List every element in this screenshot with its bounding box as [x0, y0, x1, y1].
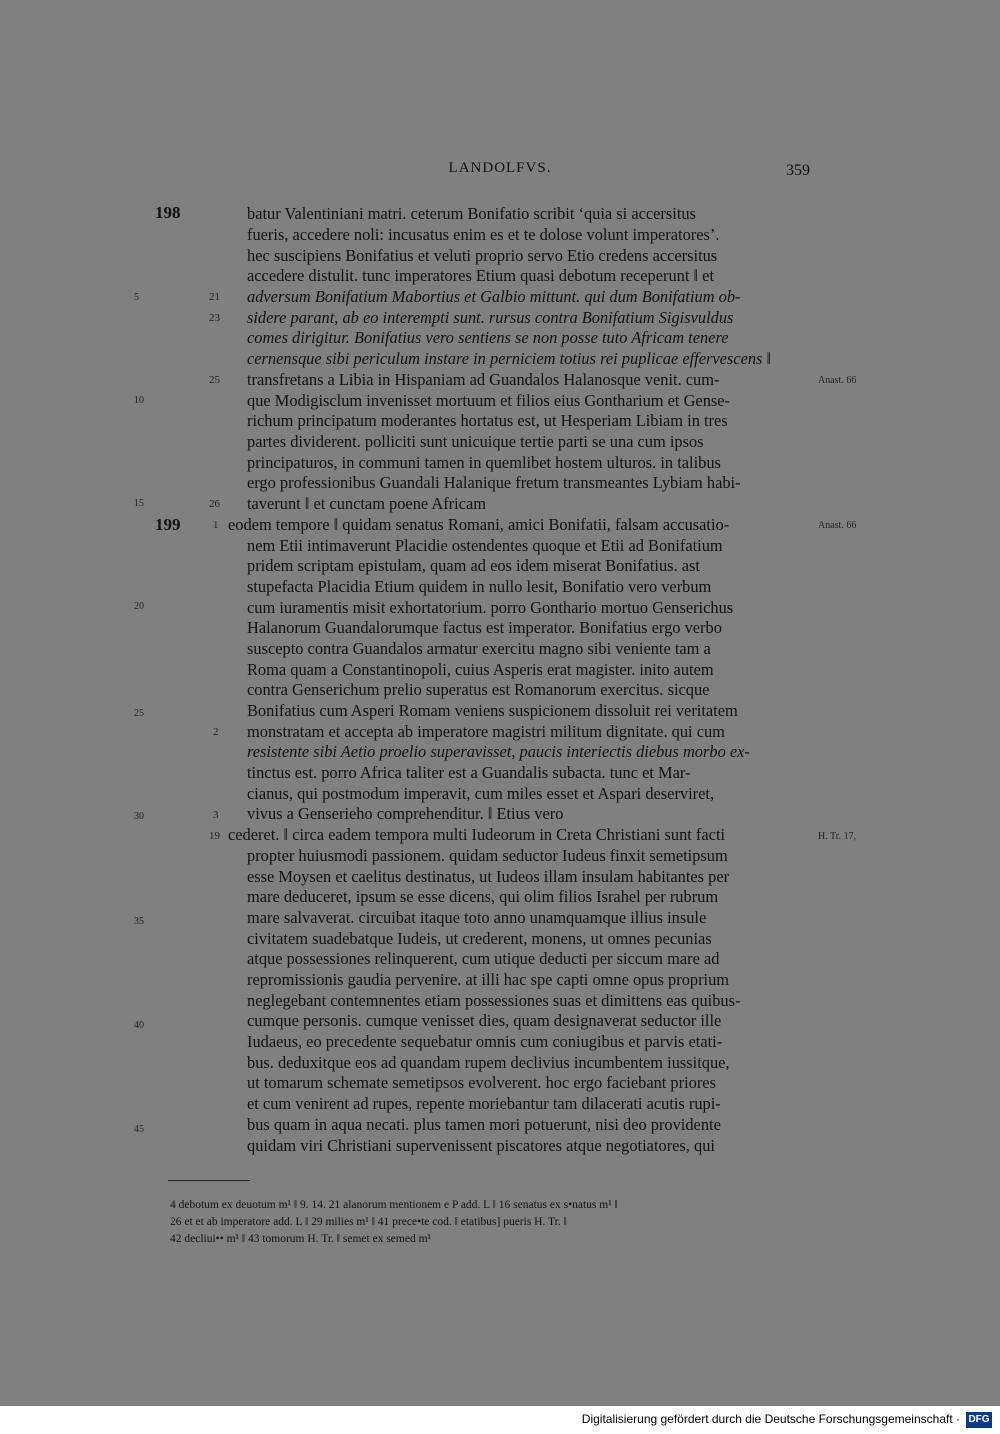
text-line: Iudaeus, eo precedente sequebatur omnis cum coniugibus et parvis etati-: [247, 1032, 723, 1051]
text-line: cum iuramentis misit exhortatorium. porro Gonthario mortuo Genserichus: [247, 598, 734, 617]
line-number: 5: [134, 292, 139, 303]
text-line: neglegebant contemnentes etiam possessiones suas et dimittens eas quibus-: [247, 991, 741, 1010]
text-line: hec suscipiens Bonifatius et veluti proprio servo Etio credens accersitus: [247, 246, 718, 265]
footnote-rule: [168, 1180, 250, 1181]
text-line: comes dirigitur. Bonifatius vero sentiens se non posse tuto Africam tenere: [247, 328, 729, 347]
margin-reference: Anast. 66: [818, 375, 857, 386]
text-line: nem Etii intimaverunt Placidie ostendentes quoque et Etii ad Bonifatium: [247, 536, 723, 555]
text-line: ergo professionibus Guandali Halanique fretum transmeantes Lybiam habi-: [247, 473, 741, 492]
text-line: batur Valentiniani matri. ceterum Bonifatio scribit ‘quia si accersitus: [247, 204, 696, 223]
text-line: suscepto contra Guandalos armatur exercitu magno sibi veniente tam a: [247, 639, 711, 658]
text-line: cederet. ‖ circa eadem tempora multi Iudeorum in Creta Christiani sunt facti: [228, 825, 726, 844]
text-line: Roma quam a Constantinopoli, cuius Asperis erat magister. inito autem: [247, 660, 714, 679]
text-line: transfretans a Libia in Hispaniam ad Guandalos Halanosque venit. cum-: [247, 370, 720, 389]
source-marker: 21: [209, 291, 220, 303]
text-line: et cum venirent ad rupes, repente moriebantur tam dilacerati acutis rupi-: [247, 1094, 721, 1113]
text-line: sidere parant, ab eo interempti sunt. rursus contra Bonifatium Sigisvuldus: [247, 308, 734, 327]
line-number: 30: [134, 811, 144, 822]
text-line: vivus a Genserieho comprehenditur. ‖ Etius vero: [247, 804, 564, 823]
line-number: 20: [134, 601, 144, 612]
footnote-line: 4 debotum ex deuotum m¹ ‖ 9. 14. 21 alanorum mentionem e P add. L ‖ 16 senatus ex s•natus m¹ ‖: [170, 1199, 618, 1211]
text-line: contra Genserichum prelio superatus est Romanorum exercitus. sicque: [247, 680, 710, 699]
text-line: adversum Bonifatium Mabortius et Galbio mittunt. qui dum Bonifatium ob-: [247, 287, 741, 306]
text-line: principaturos, in communi tamen in quemlibet hostem ulturos. in talibus: [247, 453, 721, 472]
text-line: repromissionis gaudia pervenire. at illi hac spe capti omne opus proprium: [247, 970, 730, 989]
source-marker: 3: [213, 809, 219, 821]
text-line: bus. deduxitque eos ad quandam rupem declivius incumbentem iussitque,: [247, 1053, 730, 1072]
text-line: esse Moysen et caelitus destinatus, ut Iudeos illam insulam habitantes per: [247, 867, 730, 886]
line-number: 45: [134, 1124, 144, 1135]
footer-text: Digitalisierung gefördert durch die Deutsche Forschungsgemeinschaft ·: [581, 1412, 960, 1426]
text-line: taverunt ‖ et cunctam poene Africam: [247, 494, 486, 513]
text-line: eodem tempore ‖ quidam senatus Romani, amici Bonifatii, falsam accusatio-: [228, 515, 730, 534]
text-line: que Modigisclum invenisset mortuum et filios eius Gontharium et Gense-: [247, 391, 730, 410]
margin-reference: Anast. 66: [818, 520, 857, 531]
line-number: 40: [134, 1020, 144, 1031]
margin-reference: H. Tr. 17,: [818, 831, 857, 842]
source-marker: 1: [213, 519, 219, 531]
text-line: monstratam et accepta ab imperatore magistri militum dignitate. qui cum: [247, 722, 725, 741]
text-line: Bonifatius cum Asperi Romam veniens suspicionem dissoluit rei veritatem: [247, 701, 738, 720]
line-number: 10: [134, 395, 144, 406]
section-number-199: 199: [155, 515, 181, 534]
text-line: civitatem suadebatque Iudeis, ut crederent, monens, ut omnes pecunias: [247, 929, 712, 948]
text-line: pridem scriptam epistulam, quam ad eos idem miserat Bonifatius. ast: [247, 556, 700, 575]
text-line: atque possessiones relinquerent, cum utique deducti per siccum mare ad: [247, 949, 720, 968]
text-line: resistente sibi Aetio proelio superavisset, paucis interiectis diebus morbo ex-: [247, 742, 750, 761]
footnote-line: 26 et et ab imperatore add. L ‖ 29 milies m¹ ‖ 41 prece•te cod. ‖ etatibus] pueris H. Tr. ‖: [170, 1216, 567, 1228]
text-line: cianus, qui postmodum imperavit, cum miles esset et Aspari deserviret,: [247, 784, 715, 803]
text-line: propter huiusmodi passionem. quidam seductor Iudeus finxit semetipsum: [247, 846, 728, 865]
text-line: bus quam in aqua necati. plus tamen mori potuerunt, nisi deo providente: [247, 1115, 721, 1134]
text-line: Halanorum Guandalorumque factus est imperator. Bonifatius ergo verbo: [247, 618, 722, 637]
text-line: cumque personis. cumque venisset dies, quam designaverat seductor ille: [247, 1011, 722, 1030]
text-line: mare deduceret, ipsum se esse dicens, qui olim filios Israhel per rubrum: [247, 887, 719, 906]
page-number: 359: [786, 162, 810, 179]
source-marker: 23: [209, 312, 220, 324]
line-number: 15: [134, 498, 144, 509]
source-marker: 26: [209, 498, 220, 510]
source-marker: 19: [209, 830, 220, 842]
footer-bar: [0, 1406, 1000, 1434]
text-line: quidam viri Christiani supervenissent piscatores atque negotiatores, qui: [247, 1136, 715, 1155]
line-number: 25: [134, 708, 144, 719]
text-line: mare salvaverat. circuibat itaque toto anno unamquamque illius insule: [247, 908, 707, 927]
dfg-logo-icon: DFG: [966, 1412, 992, 1428]
text-line: stupefacta Placidia Etium quidem in nullo lesit, Bonifatio vero verbum: [247, 577, 712, 596]
text-line: fueris, accedere noli: incusatus enim es et te dolose volunt imperatores’.: [247, 225, 720, 244]
text-line: tinctus est. porro Africa taliter est a Guandalis subacta. tunc et Mar-: [247, 763, 691, 782]
page-header-title: LANDOLFVS.: [448, 160, 552, 176]
text-line: ut tomarum schemate semetipsos evolverent. hoc ergo faciebant priores: [247, 1073, 716, 1092]
source-marker: 2: [213, 726, 219, 738]
section-number-198: 198: [155, 203, 181, 222]
source-marker: 25: [209, 374, 220, 386]
line-number: 35: [134, 916, 144, 927]
footnote-line: 42 decliui•• m¹ ‖ 43 tomorum H. Tr. ‖ semet ex semed m¹: [170, 1233, 431, 1245]
text-line: accedere distulit. tunc imperatores Etium quasi debotum receperunt ‖ et: [247, 266, 715, 285]
text-line: richum principatum moderantes hortatus est, ut Hesperiam Libiam in tres: [247, 411, 728, 430]
text-line: partes dividerent. polliciti sunt unicuique tertie parti se una cum ipsos: [247, 432, 704, 451]
text-line: cernensque sibi periculum instare in perniciem totius rei puplicae effervescens ‖: [247, 349, 772, 368]
